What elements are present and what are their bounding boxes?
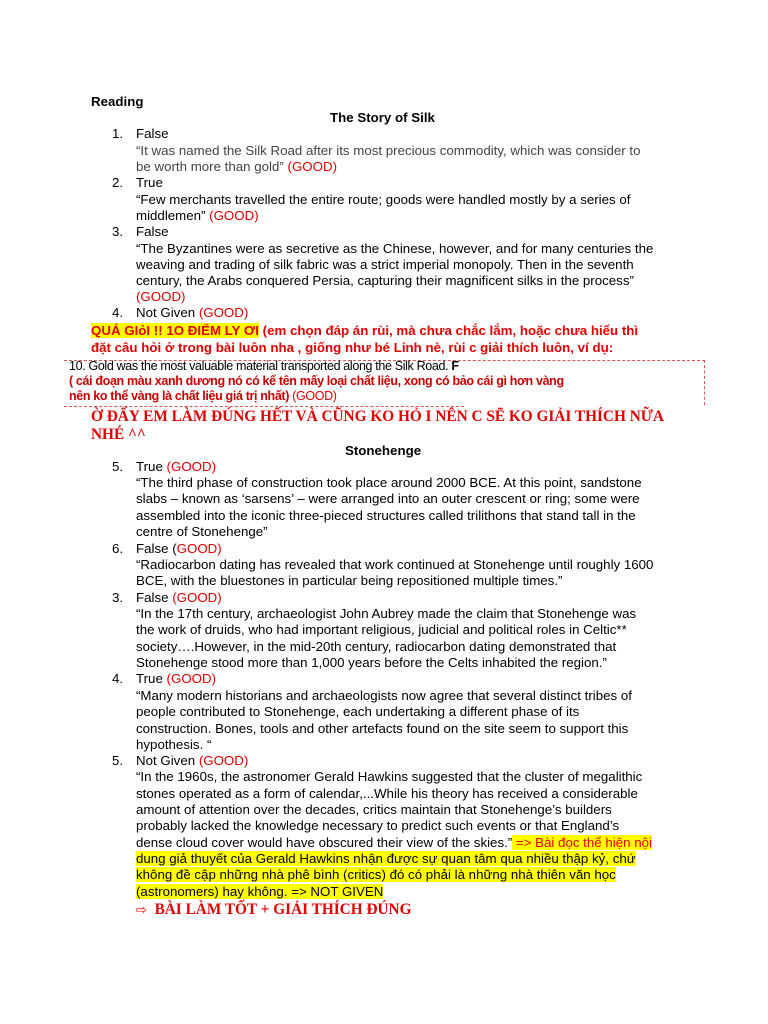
arrow-right-icon: ⇨: [136, 903, 147, 918]
stonehenge-item-5-explain-4: (astronomers) hay không. => NOT GIVEN: [136, 884, 384, 899]
stonehenge-item-5-explain-3: không đề cập những nhà phê bình (critics) đó có phải là những nhà thiên văn học: [136, 867, 616, 882]
stonehenge-item-5-quote-4: probably lacked the knowledge necessary to predict such events or that England’s: [136, 818, 620, 833]
silk-item-3-quote-2: weaving and trading of silk fabric was a strict imperial monopoly. Then in the seventh: [136, 257, 634, 272]
stonehenge-item-5-quote-3: amount of attention over the decades, critics maintain that Stonehenge’s builders: [136, 802, 612, 817]
stonehenge-item-3-quote-1: “In the 17th century, archaeologist John Aubrey made the claim that Stonehenge was: [136, 606, 637, 621]
stonehenge-item-4-quote-2: people contributed to Stonehenge, each undertaking a different phase of its: [136, 704, 580, 719]
silk-item-1-quote-1: “It was named the Silk Road after its most precious commodity, which was consider to: [136, 143, 641, 158]
teacher-note-line-2: đặt câu hỏi ở trong bài luôn nha , giống như bé Linh nè, rùi c giải thích luôn, ví dụ:: [91, 340, 614, 355]
stonehenge-item-3-quote-4: Stonehenge stood more than 1,000 years before the Celts inhabited the region.”: [136, 655, 607, 670]
teacher-note2-line-2: NHÉ ^^: [91, 426, 146, 443]
example-question: 10. Gold was the most valuable material transported along the Silk Road. F: [69, 359, 459, 373]
stonehenge-item-1-quote-1: “The third phase of construction took place around 2000 BCE. At this point, sandstone: [136, 475, 642, 490]
example-explain-line-2: nên ko thể vàng là chất liệu giá trị nhất) (GOOD): [69, 389, 337, 403]
stonehenge-item-5-quote-1: “In the 1960s, the astronomer Gerald Hawkins suggested that the cluster of megalithic: [136, 769, 643, 784]
example-explain-line-1: ( cái đoạn màu xanh dương nó có kể tên mấy loại chất liệu, xong có bảo cái gì hơn vàng: [69, 374, 564, 388]
teacher-note-line-1: QUÁ GIỏI !! 1O ĐIỂM LY ƠI (em chọn đáp án rùi, mà chưa chắc lắm, hoặc chưa hiểu thì: [91, 323, 639, 338]
stonehenge-item-1-quote-3: assembled into the iconic three-pieced structures called trilithons that stand tall in the: [136, 508, 636, 523]
stonehenge-item-1-number: 5.: [112, 459, 124, 474]
silk-item-3-good: (GOOD): [136, 289, 186, 304]
silk-item-3-answer: False: [136, 224, 169, 239]
reading-label: Reading: [91, 94, 144, 109]
stonehenge-item-1-answer: True (GOOD): [136, 459, 217, 474]
silk-item-3-quote-3: century, the Arabs conquered Persia, capturing their magnificent silks in the process”: [136, 273, 634, 288]
good-mark: (GOOD): [162, 671, 217, 686]
silk-item-1-quote-2: be worth more than gold” (GOOD): [136, 159, 338, 174]
stonehenge-item-4-quote-4: hypothesis. “: [136, 737, 212, 752]
stonehenge-title: Stonehenge: [345, 443, 422, 458]
stonehenge-item-3-quote-3: society….However, in the mid-20th century, radiocarbon dating demonstrated that: [136, 639, 617, 654]
stonehenge-item-4-quote-1: “Many modern historians and archaeologists now agree that several distinct tribes of: [136, 688, 632, 703]
stonehenge-item-5-quote-2: stones operated as a form of calendar,...While his theory has received a considerable: [136, 786, 638, 801]
stonehenge-item-2-answer: False (GOOD): [136, 541, 222, 556]
silk-item-4-answer: Not Given (GOOD): [136, 305, 249, 320]
stonehenge-item-3-answer: False (GOOD): [136, 590, 222, 605]
good-mark: (GOOD): [195, 305, 249, 320]
stonehenge-item-4-answer: True (GOOD): [136, 671, 217, 686]
stonehenge-item-2-quote-1: “Radiocarbon dating has revealed that work continued at Stonehenge until roughly 1600: [136, 557, 654, 572]
teacher-note2-line-1: Ờ ĐẤY EM LÀM ĐÚNG HẾT VÀ CŨNG KO HỎ I NÊN C SẼ KO GIẢI THÍCH NỮA: [91, 408, 664, 425]
stonehenge-item-2-number: 6.: [112, 541, 124, 556]
good-mark: (GOOD): [168, 590, 222, 605]
silk-item-1-answer: False: [136, 126, 169, 141]
stonehenge-item-1-quote-4: centre of Stonehenge”: [136, 524, 268, 539]
explanation-highlight: => Bài đọc thể hiện nội: [512, 835, 652, 850]
final-note: ⇨ BÀI LÀM TỐT + GIẢI THÍCH ĐÚNG: [136, 901, 412, 918]
stonehenge-item-2-quote-2: BCE, with the bluestones in particular being repositioned multiple times.”: [136, 573, 563, 588]
good-mark: (GOOD): [205, 208, 259, 223]
stonehenge-item-4-number: 4.: [112, 671, 124, 686]
silk-item-3-number: 3.: [112, 224, 124, 239]
stonehenge-item-5-number: 5.: [112, 753, 124, 768]
silk-item-2-quote-2: middlemen” (GOOD): [136, 208, 259, 223]
good-mark: GOOD): [176, 541, 222, 556]
silk-item-2-quote-1: “Few merchants travelled the entire route; goods were handled mostly by a series of: [136, 192, 631, 207]
stonehenge-item-4-quote-3: construction. Bones, tools and other artefacts found on the site seem to support this: [136, 721, 629, 736]
stonehenge-item-3-number: 3.: [112, 590, 124, 605]
good-mark: (GOOD): [195, 753, 249, 768]
silk-title: The Story of Silk: [330, 110, 435, 125]
stonehenge-item-5-answer: Not Given (GOOD): [136, 753, 249, 768]
silk-item-4-number: 4.: [112, 305, 124, 320]
stonehenge-item-5-explain-2: dung giả thuyết của Gerald Hawkins nhận được sự quan tâm qua nhiều thập kỷ, chứ: [136, 851, 636, 866]
silk-item-2-answer: True: [136, 175, 163, 190]
stonehenge-item-5-quote-5: dense cloud cover would have obscured their view of the skies.” => Bài đọc thể hiện nội: [136, 835, 652, 850]
stonehenge-item-3-quote-2: the work of druids, who had important religious, judicial and political roles in Celtic**: [136, 622, 627, 637]
silk-item-3-quote-1: “The Byzantines were as secretive as the Chinese, however, and for many centuries the: [136, 241, 654, 256]
good-mark: (GOOD): [283, 159, 338, 174]
teacher-praise-highlight: QUÁ GIỏI !! 1O ĐIỂM LY ƠI: [91, 323, 259, 338]
silk-item-1-number: 1.: [112, 126, 124, 141]
silk-item-2-number: 2.: [112, 175, 124, 190]
stonehenge-item-1-quote-2: slabs – known as ‘sarsens’ – were arranged into an outer crescent or ring; some were: [136, 491, 640, 506]
good-mark: (GOOD): [162, 459, 217, 474]
